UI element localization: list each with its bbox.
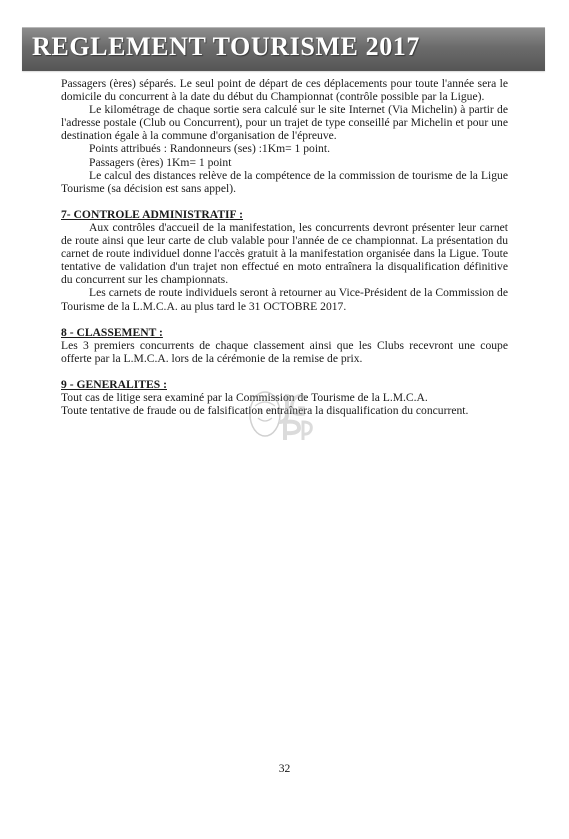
spacer [61,195,508,208]
document-body [61,77,508,417]
title-banner [22,27,545,71]
section-9-line-2: Toute tentative de fraude ou de falsification entraînera la disqualification du concurrent. [61,404,469,418]
page-title: REGLEMENT TOURISME 2017 [32,32,420,61]
intro-paragraph-1: Passagers (ères) séparés. Le seul point de départ de ces déplacements pour toute l'année sera le domicile du concurrent à la date du début du Championnat (contrôle possible par la Ligue). [61,77,508,104]
page-number: 32 [278,762,291,775]
section-8-heading: 8 - CLASSEMENT : [61,325,163,339]
section-9-heading: 9 - GENERALITES : [61,377,167,391]
section-7-paragraph-2: Les carnets de route individuels seront à retourner au Vice-Président de la Commission de Tourisme de la L.M.C.A. au plus tard le 31 OCTOBRE 2017. [61,286,508,313]
section-8-paragraph-1: Les 3 premiers concurrents de chaque classement ainsi que les Clubs recevront une coupe offerte par la L.M.C.A. lors de la cérémonie de la remise de prix. [61,338,508,365]
points-line-1: Points attribués : Randonneurs (ses) :1Km= 1 point. [89,142,330,156]
spacer [61,365,508,378]
section-7-paragraph-1: Aux contrôles d'accueil de la manifestation, les concurrents devront présenter leur carnet de route ainsi que leur carte de club valable pour l'année de ce championnat. La présentation du carnet de route individuel donne l'accès gratuit à la manifestation organisée dans la Ligue. Toute tentative de validation d'un trajet non effectué en moto entraînera la disqualification définitive du concurrent sur les championnats. [61,220,508,287]
watermark-logo-icon [245,384,315,444]
intro-paragraph-3: Le calcul des distances relève de la compétence de la commission de tourisme de la Ligue Tourisme (sa décision est sans appel). [61,168,508,195]
section-9-line-1: Tout cas de litige sera examiné par la Commission de Tourisme de la L.M.C.A. [61,390,428,404]
section-7-heading: 7- CONTROLE ADMINISTRATIF : [61,207,243,221]
intro-paragraph-2: Le kilométrage de chaque sortie sera calculé sur le site Internet (Via Michelin) à partir de l'adresse postale (Club ou Concurrent), pour un trajet de type conseillé par Michelin et pour une destination égale à la commune d'organisation de l'épreuve. [61,103,508,143]
points-line-2: Passagers (ères) 1Km= 1 point [89,155,232,169]
spacer [61,313,508,326]
